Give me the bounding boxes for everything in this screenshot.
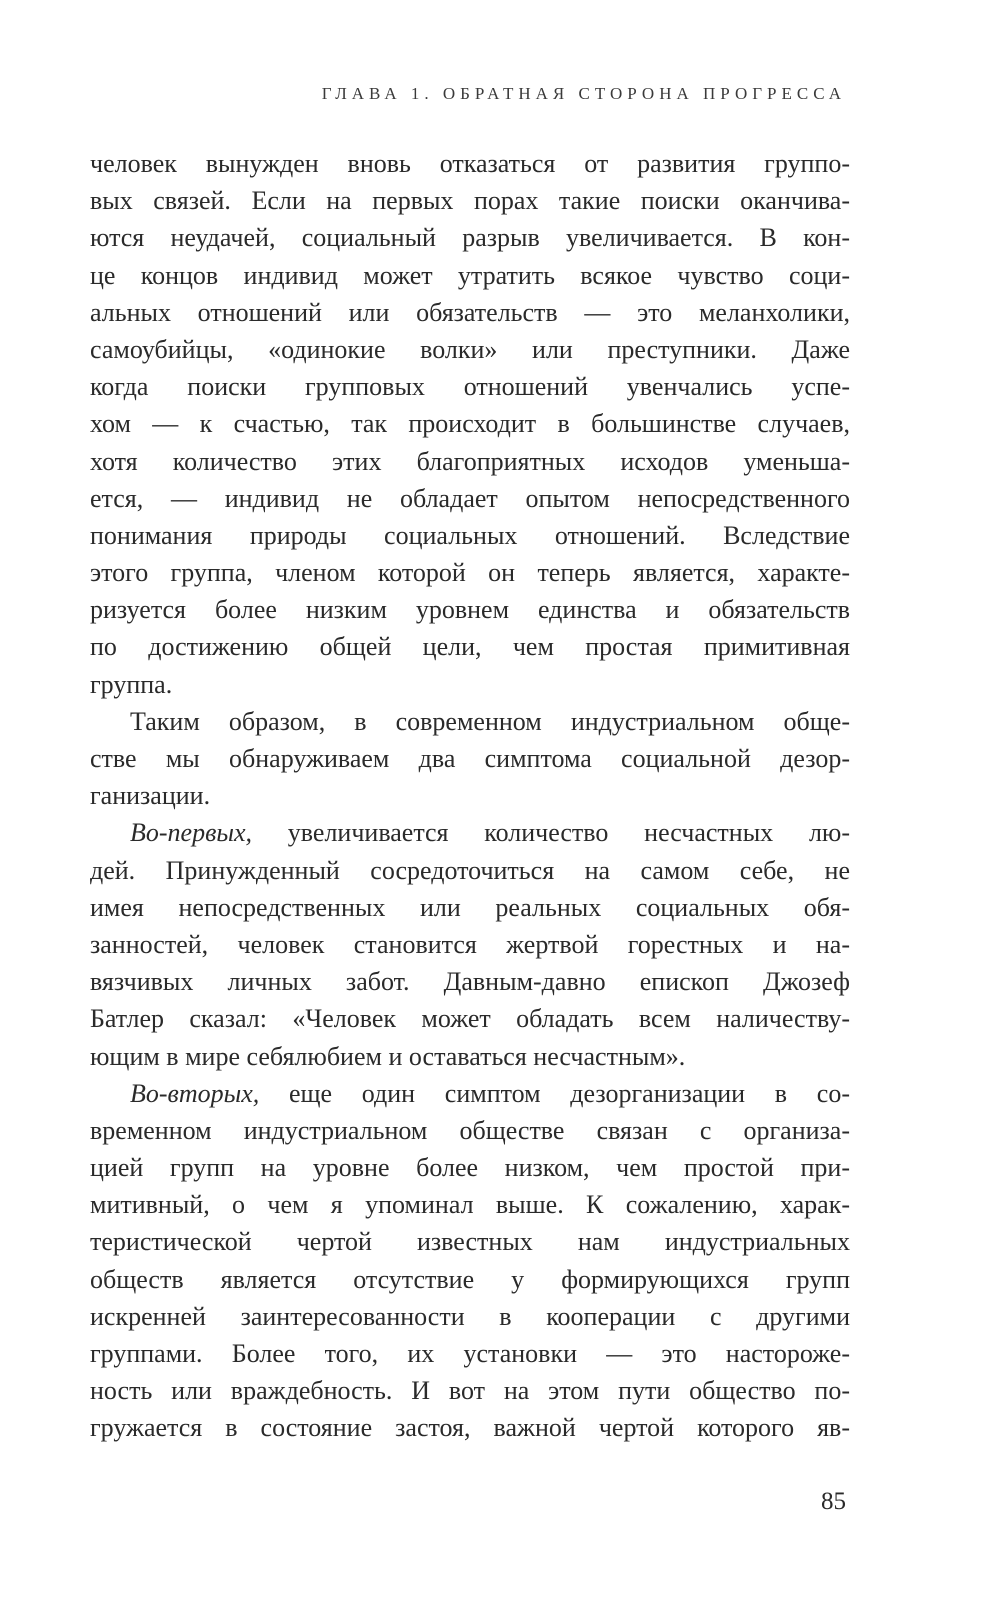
emphasis-first: Во-первых, — [130, 818, 253, 848]
text-line: вых связей. Если на первых порах такие поиски оканчива- — [90, 186, 850, 216]
text-line: временном индустриальном обществе связан с организа- — [90, 1115, 850, 1145]
text-line: искренней заинтересованности в кооперации с другими — [90, 1301, 850, 1331]
text-line: ность или враждебность. И вот на этом пути общество по- — [90, 1376, 850, 1406]
text-line: митивный, о чем я упоминал выше. К сожалению, харак- — [90, 1190, 850, 1220]
text-line: ризуется более низким уровнем единства и обязательств — [90, 595, 850, 625]
text-line: занностей, человек становится жертвой горестных и на- — [90, 929, 850, 959]
text-line: имея непосредственных или реальных социальных обя- — [90, 892, 850, 922]
text-line: самоубийцы, «одинокие волки» или преступники. Даже — [90, 334, 850, 364]
text-line: хотя количество этих благоприятных исходов уменьша- — [90, 446, 850, 476]
page-number: 85 — [821, 1488, 846, 1515]
text-line: когда поиски групповых отношений увенчались успе- — [90, 372, 850, 402]
body-text — [90, 145, 850, 1447]
text-line: группами. Более того, их установки — это настороже- — [90, 1339, 850, 1368]
text-line: ганизации. — [90, 781, 211, 811]
text-line: человек вынужден вновь отказаться от развития группо- — [90, 149, 850, 178]
text-line: цией групп на уровне более низком, чем простой при- — [90, 1153, 850, 1183]
text-line: гружается в состояние застоя, важной чертой которого яв- — [90, 1413, 850, 1443]
text-line: ются неудачей, социальный разрыв увеличивается. В кон- — [90, 223, 850, 253]
emphasis-second: Во-вторых, — [130, 1078, 260, 1108]
text-line-rest: еще один симптом дезорганизации в со- — [259, 1078, 850, 1108]
text-line: Таким образом, в современном индустриальном обще- — [130, 706, 850, 736]
text-line: це концов индивид может утратить всякое чувство соци- — [90, 260, 850, 290]
text-line: группа. — [90, 669, 173, 699]
text-line-rest: увеличивается количество несчастных лю- — [252, 818, 850, 848]
text-line — [90, 814, 850, 851]
text-line: по достижению общей цели, чем простая примитивная — [90, 632, 850, 662]
text-line: вязчивых личных забот. Давным-давно епископ Джозеф — [90, 967, 850, 997]
text-line: ется, — индивид не обладает опытом непосредственного — [90, 483, 850, 513]
text-line: альных отношений или обязательств — это меланхолики, — [90, 297, 850, 327]
text-line: стве мы обнаруживаем два симптома социальной дезор- — [90, 744, 850, 773]
text-line: этого группа, членом которой он теперь является, характе- — [90, 558, 850, 588]
text-line: хом — к счастью, так происходит в большинстве случаев, — [90, 409, 850, 439]
text-line: ющим в мире себялюбием и оставаться несчастным». — [90, 1041, 686, 1071]
text-line: дей. Принужденный сосредоточиться на самом себе, не — [90, 855, 850, 885]
text-line: теристической чертой известных нам индустриальных — [90, 1227, 850, 1257]
text-line: обществ является отсутствие у формирующихся групп — [90, 1264, 850, 1294]
text-line — [90, 1075, 850, 1112]
text-line: Батлер сказал: «Человек может обладать всем наличеству- — [90, 1004, 850, 1034]
running-head: ГЛАВА 1. ОБРАТНАЯ СТОРОНА ПРОГРЕССА — [321, 84, 846, 103]
text-line: понимания природы социальных отношений. Вследствие — [90, 520, 850, 550]
